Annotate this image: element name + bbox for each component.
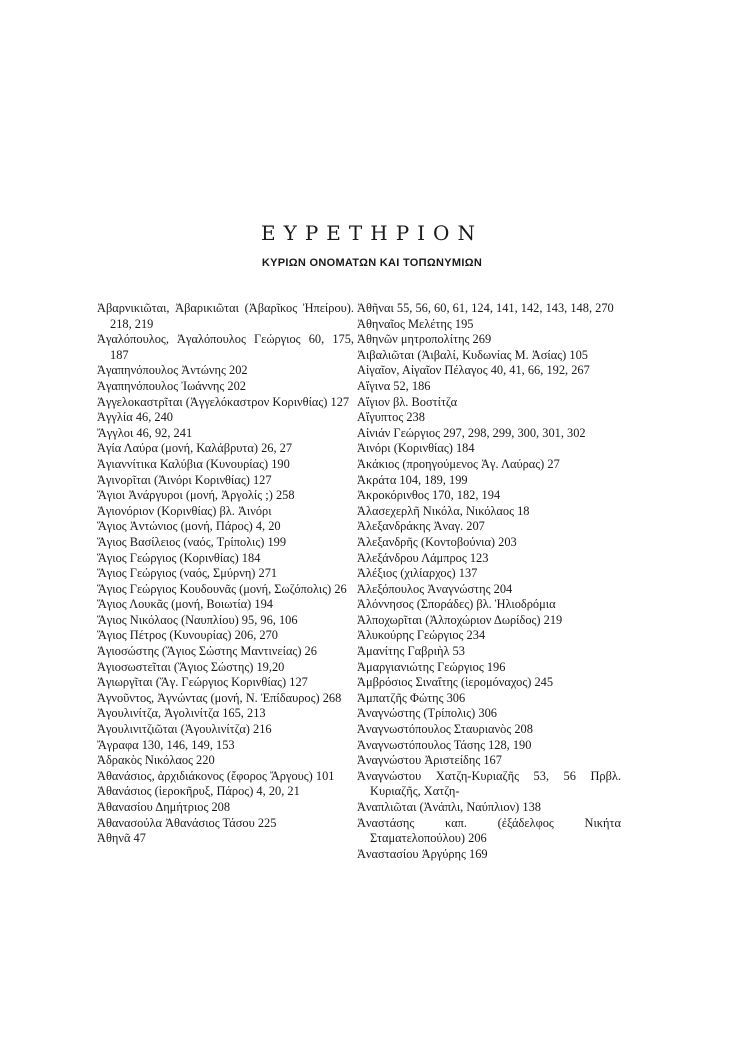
index-entry: Ἅγιος Νικόλαος (Ναυπλίου) 95, 96, 106 — [97, 612, 298, 627]
index-entry: Ἀθανασίου Δημήτριος 208 — [97, 800, 231, 814]
index-entry: Ἀναγνώστου Χατζη-Κυριαζῆς 53, 56 Πρβλ. Κυριαζῆς, Χατζη- — [357, 768, 621, 799]
index-entry: Ἅγιος Βασίλειος (ναός, Τρίπολις) 199 — [97, 534, 287, 549]
index-entry: Ἅγιος Λουκᾶς (μονή, Βοιωτία) 194 — [97, 597, 273, 612]
index-entry: Ἀγαπηνόπουλος Ἀντώνης 202 — [97, 363, 248, 378]
index-entry: Αἰγαῖον, Αἰγαῖον Πέλαγος 40, 41, 66, 192, 267 — [357, 363, 590, 378]
index-entry: Αἰνιάν Γεώργιος 297, 298, 299, 300, 301, 302 — [357, 425, 586, 440]
index-entry: Ἄγραφα 130, 146, 149, 153 — [97, 737, 235, 752]
index-entry: Ἀινόρι (Κορινθίας) 184 — [357, 441, 475, 456]
index-entry: Ἀθανασούλα Ἀθανάσιος Τάσου 225 — [97, 815, 277, 830]
index-column-right — [357, 301, 621, 862]
page-subtitle: ΚΥΡΙΩΝ ΟΝΟΜΑΤΩΝ ΚΑΙ ΤΟΠΩΝΥΜΙΩΝ — [261, 257, 483, 269]
index-entry: Ἀγινορῖται (Ἀινόρι Κορινθίας) 127 — [97, 472, 272, 487]
index-entry: Αἴγινα 52, 186 — [357, 378, 431, 393]
index-entry: Ἁγία Λαύρα (μονή, Καλάβρυτα) 26, 27 — [97, 441, 293, 456]
index-entry: Ἀιβαλιῶται (Ἀιβαλί, Κυδωνίας Μ. Ἀσίας) 105 — [357, 347, 588, 362]
index-entry: Ἀγνοῦντος, Ἀγνώντας (μονή, Ν. Ἐπίδαυρος) 268 — [97, 690, 342, 705]
index-entry: Ἀλποχωρῖται (Ἀλποχώριον Δωρίδος) 219 — [357, 612, 563, 627]
index-entry: Ἅγιος Γεώργιος Κουδουνᾶς (μονή, Σωζόπολις) 26 — [97, 581, 347, 596]
index-entry: Ἁγιαννίτικα Καλύβια (Κυνουρίας) 190 — [97, 456, 290, 471]
index-entry: Ἀγιονόριον (Κορινθίας) βλ. Ἀινόρι — [97, 503, 272, 518]
index-entry: Ἀναγνώστης (Τρίπολις) 306 — [357, 706, 497, 721]
index-entry: Ἀγγελοκαστρῖται (Ἀγγελόκαστρον Κορινθίας) 127 — [97, 394, 350, 409]
index-entry: Ἀγαπηνόπουλος Ἰωάννης 202 — [97, 378, 246, 393]
index-entry: Ἀλεξανδρῆς (Κοντοβούνια) 203 — [357, 534, 517, 549]
index-entry: Ἀγγλία 46, 240 — [97, 410, 174, 425]
index-entry: Ἁγιοσωστεῖται (Ἅγιος Σώστης) 19,20 — [97, 659, 285, 674]
index-entry: Ἀδρακὸς Νικόλαος 220 — [97, 753, 215, 768]
index-entry: Ἀναγνωστόπουλος Τάσης 128, 190 — [357, 737, 532, 752]
page-title: ΕΥΡΕΤΗΡΙΟΝ — [261, 221, 483, 245]
index-entry: Ἀθηνῶν μητροπολίτης 269 — [357, 332, 492, 347]
index-entry: Ἀμβρόσιος Σιναΐτης (ἱερομόναχος) 245 — [357, 675, 554, 690]
index-entry: Ἀναγνωστόπουλος Σταυριανὸς 208 — [357, 722, 533, 737]
index-entry: Ἄγγλοι 46, 92, 241 — [97, 425, 193, 440]
index-entry: Ἀμανίτης Γαβριὴλ 53 — [357, 644, 465, 659]
index-entry: Ἀναπλιῶται (Ἀνάπλι, Ναύπλιον) 138 — [357, 800, 541, 814]
index-entry: Ἀλόννησος (Σποράδες) βλ. Ἡλιοδρόμια — [357, 597, 556, 612]
index-entry: Ἀλυκούρης Γεώργιος 234 — [357, 628, 486, 643]
index-column-left — [97, 301, 354, 847]
index-entry: Ἀκράτα 104, 189, 199 — [357, 472, 468, 487]
index-entry: Ἀναστασίου Ἀργύρης 169 — [357, 846, 488, 861]
index-entry: Ἅγιος Πέτρος (Κυνουρίας) 206, 270 — [97, 628, 278, 643]
index-entry: Ἀθῆναι 55, 56, 60, 61, 124, 141, 142, 143, 148, 270 — [357, 301, 614, 315]
index-entry: Ἀγαλόπουλος, Ἀγαλόπουλος Γεώργιος 60, 175, 187 — [97, 332, 354, 362]
index-entry: Ἀκάκιος (προηγούμενος Ἁγ. Λαύρας) 27 — [357, 456, 560, 471]
index-entry: Ἀλασεχερλῆ Νικόλα, Νικόλαος 18 — [357, 503, 530, 518]
index-entry: Ἀλέξιος (χιλίαρχος) 137 — [357, 566, 478, 581]
index-entry: Αἴγυπτος 238 — [357, 410, 425, 425]
index-entry: Ἀναστάσης καπ. (ἐξάδελφος Νικήτα Σταματελοπούλου) 206 — [357, 815, 621, 846]
index-entry: Ἀλεξάνδρου Λάμπρος 123 — [357, 550, 489, 565]
index-entry: Ἀλεξανδράκης Ἀναγ. 207 — [357, 519, 485, 534]
index-entry: Αἴγιον βλ. Βοστίτζα — [357, 394, 458, 409]
index-entry: Ἀθανάσιος, ἀρχιδιάκονος (ἔφορος Ἄργους) 101 — [97, 768, 335, 783]
index-entry: Ἅγιος Ἀντώνιος (μονή, Πάρος) 4, 20 — [97, 519, 281, 534]
index-entry: Ἀθηνᾶ 47 — [97, 831, 146, 846]
index-entry: Ἀκροκόρινθος 170, 182, 194 — [357, 488, 501, 503]
index-entry: Ἀγουλινιτζιῶται (Ἀγουλινίτζα) 216 — [97, 722, 272, 737]
index-entry: Ἀβαρνικιῶται, Ἀβαρικιῶται (Ἀβαρῖκος Ἠπείρου). 218, 219 — [97, 301, 354, 331]
index-entry: Ἁγιοσώστης (Ἅγιος Σώστης Μαντινείας) 26 — [97, 644, 317, 659]
index-entry: Ἀγουλινίτζα, Ἀγολινίτζα 165, 213 — [97, 706, 266, 721]
index-entry: Ἀθανάσιος (ἱεροκῆρυξ, Πάρος) 4, 20, 21 — [97, 784, 300, 799]
index-entry: Ἀναγνώστου Ἀριστείδης 167 — [357, 753, 502, 768]
index-entry: Ἀμαργιανιώτης Γεώργιος 196 — [357, 659, 506, 674]
index-entry: Ἁγιωργῖται (Ἅγ. Γεώργιος Κορινθίας) 127 — [97, 675, 308, 690]
index-entry: Ἀμπατζῆς Φώτης 306 — [357, 690, 466, 705]
index-entry: Ἅγιοι Ἀνάργυροι (μονή, Ἀργολίς ;) 258 — [97, 488, 295, 503]
index-entry: Ἀθηναῖος Μελέτης 195 — [357, 316, 474, 331]
index-entry: Ἅγιος Γεώργιος (Κορινθίας) 184 — [97, 550, 261, 565]
index-entry: Ἅγιος Γεώργιος (ναός, Σμύρνη) 271 — [97, 566, 278, 581]
index-entry: Ἀλεξόπουλος Ἀναγνώστης 204 — [357, 581, 513, 596]
